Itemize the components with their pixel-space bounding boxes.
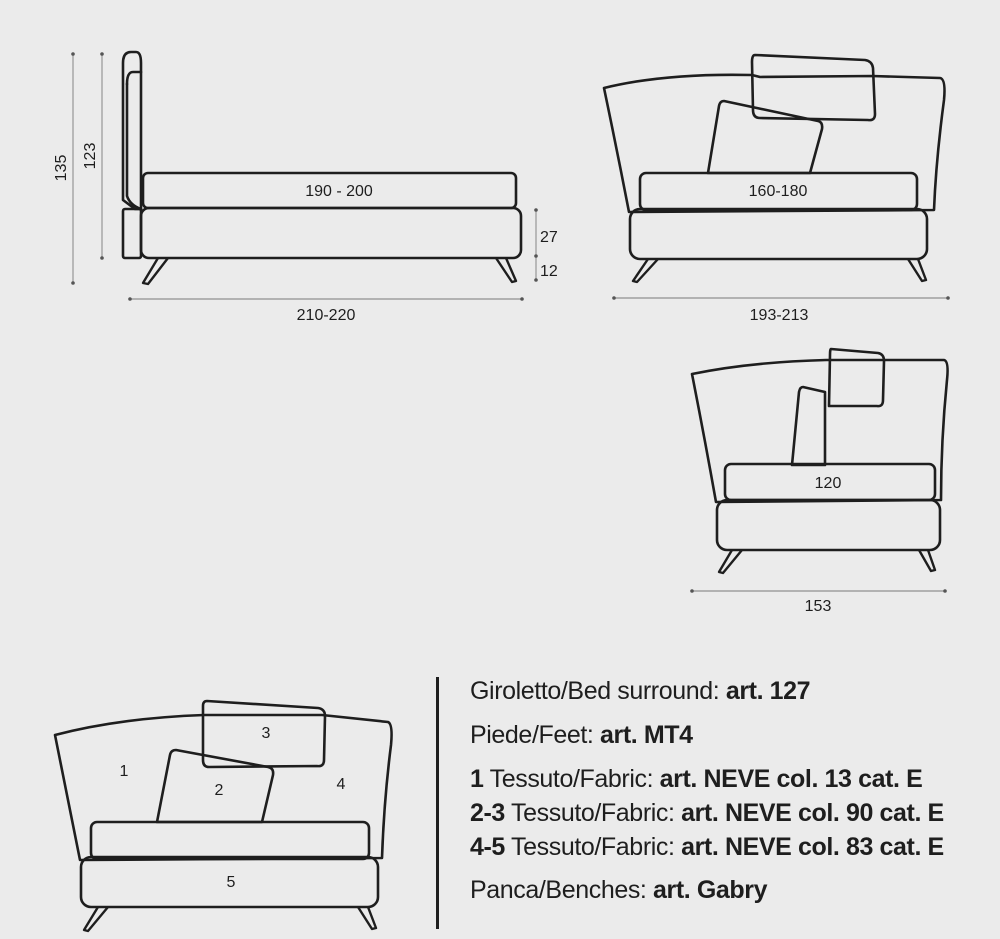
spec-fabric-1: 1 Tessuto/Fabric: art. NEVE col. 13 cat. E — [470, 765, 923, 793]
spec-benches: Panca/Benches: art. Gabry — [470, 876, 768, 904]
dim-total-length: 210-220 — [296, 307, 356, 324]
part-label-3: 3 — [261, 725, 271, 742]
single-cushion-top — [829, 349, 884, 406]
spec-feet: Piede/Feet: art. MT4 — [470, 721, 693, 749]
side-headboard-panel-lower — [127, 84, 141, 209]
part-label-1: 1 — [119, 763, 129, 780]
single-cushion-front — [792, 387, 825, 465]
legend-view — [55, 701, 392, 931]
large-base — [630, 209, 927, 259]
front-view-large — [604, 55, 950, 324]
side-headboard-foot — [123, 209, 141, 258]
legend-leg-left — [84, 907, 108, 931]
part-label-5: 5 — [226, 874, 236, 891]
side-base — [141, 208, 521, 258]
dim-mattress-length: 190 - 200 — [305, 183, 373, 200]
legend-mattress — [91, 822, 369, 859]
side-headboard-panel — [127, 72, 141, 84]
dim-height-head: 123 — [82, 142, 99, 170]
single-leg-left — [719, 550, 742, 573]
spec-fabric-2-3: 2-3 Tessuto/Fabric: art. NEVE col. 90 cat. E — [470, 799, 944, 827]
dim-single-total-width: 153 — [804, 598, 832, 615]
front-view-single — [690, 349, 947, 615]
large-leg-left — [633, 259, 658, 282]
dim-height-total: 135 — [53, 154, 70, 182]
dim-large-total-width: 193-213 — [749, 307, 809, 324]
part-label-2: 2 — [214, 782, 224, 799]
side-view — [53, 52, 558, 324]
side-leg-back — [496, 258, 516, 282]
large-cushion-front — [708, 101, 822, 173]
dim-base-height: 27 — [540, 229, 558, 246]
single-leg-right — [919, 550, 935, 571]
legend-leg-right — [358, 907, 376, 929]
single-base — [717, 500, 940, 550]
spec-fabric-4-5: 4-5 Tessuto/Fabric: art. NEVE col. 83 cat. E — [470, 833, 944, 861]
divider-line — [436, 677, 439, 929]
spec-bed-surround: Giroletto/Bed surround: art. 127 — [470, 677, 811, 705]
dim-single-mattress-width: 120 — [814, 475, 842, 492]
side-leg-front — [143, 258, 168, 284]
dim-large-mattress-width: 160-180 — [748, 183, 808, 200]
part-label-4: 4 — [336, 776, 346, 793]
large-leg-right — [908, 259, 926, 281]
dim-feet-height: 12 — [540, 263, 558, 280]
